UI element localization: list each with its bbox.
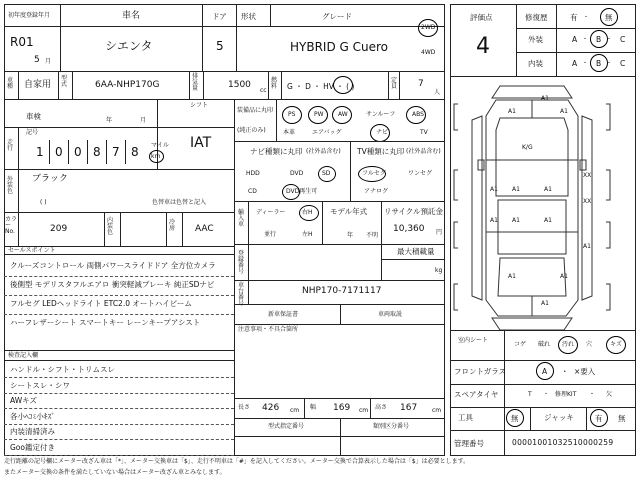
inspection-year-unit: 年 (106, 117, 113, 124)
length-label: 長さ (238, 404, 251, 411)
footer-note-line-2: またメーター交換の条件を満たしていない場合はメーター改ざん車とみなします。 (4, 469, 226, 476)
car-name-label: 車名 (122, 11, 141, 21)
max-load-unit: kg (435, 267, 443, 274)
exterior-grade-label: 外装 (528, 35, 543, 44)
grade-value: HYBRID G Cuero (290, 40, 389, 54)
repair-history-yes: 有 (570, 13, 578, 22)
recycle-deposit-value: 10,360 (393, 224, 425, 234)
windshield-label: フロントガラス (454, 367, 507, 376)
capacity-unit: 人 (434, 89, 441, 96)
equipment-option: TV (420, 129, 428, 136)
registration-date-label: 初年度登録年月 (8, 12, 51, 19)
door-label: ドア (212, 12, 227, 21)
damage-mark: A1 (508, 273, 516, 280)
inspector-note-line: 各小ﾍｺﾐ小ｷｽﾞ (10, 411, 55, 421)
mileage-digit: 1 (36, 145, 44, 159)
jack-present-value: 有 (595, 414, 603, 423)
mileage-unit-km: km (151, 153, 161, 160)
model-year-unit: 年 (347, 232, 354, 239)
damage-mark: A1 (544, 186, 552, 193)
chassis-number-value: NHP170-7171117 (302, 286, 382, 296)
damage-mark: A1 (512, 217, 520, 224)
tv-type-label: TV種類に丸印 (357, 147, 405, 156)
equipment-option: AW (338, 111, 348, 118)
capacity-value: 7 (418, 79, 424, 89)
navi-type-sub-label: (社外品含む) (306, 148, 341, 155)
spare-tire-label: スペアタイヤ (454, 390, 499, 399)
interior-grade-option: C (620, 59, 626, 68)
shift-label: シフト (190, 102, 209, 109)
ac-label: 冷房 (169, 219, 176, 232)
usage-type-value: 自家用 (24, 80, 52, 90)
mileage-unit-mile: マイル (151, 142, 169, 149)
interior-seat-label: 室内シート (458, 337, 489, 344)
displacement-value: 1500 (228, 80, 251, 90)
car-name-value: シエンタ (105, 39, 153, 53)
registration-number-label: 登録番号 (238, 250, 245, 275)
recycle-deposit-unit: 円 (436, 229, 443, 236)
tv-option: ワンセグ (408, 170, 433, 177)
width-label: 幅 (310, 404, 317, 411)
length-value: 426 (262, 403, 280, 413)
height-unit: cm (432, 407, 442, 414)
grade-label: グレード (322, 12, 352, 21)
damage-mark: XX (583, 172, 592, 179)
class-number-label: 類別区分番号 (373, 423, 410, 430)
notes-label: 注意事項・不具合箇所 (238, 326, 299, 333)
exterior-grade-option: C (620, 35, 626, 44)
jack-none-value: 無 (618, 414, 626, 423)
damage-mark: A1 (583, 243, 591, 250)
type-designation-label: 型式指定番号 (268, 423, 305, 430)
vehicle-manual-label: 車両取説 (378, 311, 403, 318)
exterior-grade-option: B (596, 35, 602, 44)
mileage-label: 走行 (7, 139, 14, 152)
right-hand-drive-option: 右H (302, 209, 313, 216)
import-car-label: 輸入車 (238, 209, 245, 228)
shift-value: IAT (190, 135, 212, 151)
damage-mark: A1 (508, 108, 516, 115)
interior-grade-option: A (572, 59, 578, 68)
fuel-options: G ・ D ・ HV ・ ( ) (287, 82, 355, 91)
model-year-unknown: 不明 (366, 232, 379, 239)
inspector-note-line: 内装清掃済み (10, 427, 55, 436)
width-unit: cm (359, 407, 369, 414)
damage-mark: A1 (512, 186, 520, 193)
drive-4wd-option: 4WD (421, 49, 436, 56)
damage-mark: XX (583, 198, 592, 205)
color-number-label: カラーNo. (5, 216, 18, 235)
windshield-a-option: A (542, 367, 548, 376)
windshield-replace-option: ×要入 (574, 367, 596, 376)
seat-option: 汚れ (562, 341, 575, 348)
navi-option: SD (322, 170, 331, 177)
mileage-digit: 7 (112, 145, 120, 159)
new-car-warranty-label: 新車保証書 (268, 311, 299, 318)
max-load-label: 最大積載量 (397, 247, 435, 256)
equipment-sub-label: (純正のみ) (237, 127, 266, 134)
equipment-option: エアバッグ (312, 129, 342, 136)
management-number-label: 管理番号 (454, 439, 484, 448)
inspector-notes-label: 検査記入欄 (8, 352, 39, 359)
exterior-grade-option: A (572, 35, 578, 44)
interior-grade-option: B (596, 59, 602, 68)
repair-history-label: 修復歴 (525, 13, 548, 22)
inspection-label: 車検 (26, 112, 41, 121)
damage-mark: A1 (541, 95, 549, 102)
chassis-number-label: 車台番号 (238, 282, 245, 307)
navi-option: DVD再生可 (286, 188, 318, 195)
length-unit: cm (290, 407, 300, 414)
seat-option: コゲ (514, 341, 527, 348)
interior-grade-separator: ・ (582, 60, 589, 67)
management-number-value: 00001001032510000259 (512, 438, 614, 447)
tv-option: アナログ (364, 188, 389, 195)
body-shape-label: 形状 (241, 12, 256, 21)
navi-option: HDD (246, 170, 260, 177)
model-code-label: 型式 (61, 75, 68, 88)
score-value: 4 (476, 34, 490, 59)
tools-label: 工具 (458, 413, 473, 422)
width-value: 169 (333, 403, 351, 413)
spare-tire-option: T (528, 391, 532, 398)
displacement-unit: cc (260, 87, 267, 94)
inspector-note-line: ハンドル・シフト・トリムスレ (10, 365, 115, 374)
equipment-option: ABS (412, 111, 424, 118)
damage-mark: A1 (544, 217, 552, 224)
inspection-month-unit: 月 (140, 117, 147, 124)
color-change-note: 色替車は色替と記入 (152, 199, 207, 206)
spare-tire-option: ・ (589, 391, 596, 398)
interior-grade-separator: ・ (606, 60, 613, 67)
damage-mark: A1 (490, 217, 498, 224)
model-year-label: モデル年式 (330, 207, 368, 216)
sales-point-line: クルーズコントロール 両側パワースライドドア 全方位カメラ (10, 261, 216, 270)
mileage-digit: 8 (93, 145, 101, 159)
exterior-color-paren: ( ) (40, 199, 47, 206)
equipment-option: PW (314, 111, 324, 118)
damage-mark: A1 (490, 186, 498, 193)
registration-month: 5 (34, 55, 40, 65)
equipment-option: PS (288, 111, 296, 118)
inspector-note-line: Goo鑑定付き (10, 442, 55, 452)
seat-option: キズ (610, 341, 622, 348)
seat-option: 穴 (586, 341, 593, 348)
model-code-value: 6AA-NHP170G (95, 80, 160, 90)
recycle-deposit-label: リサイクル預託金 (384, 207, 443, 216)
color-number-value: 209 (50, 224, 68, 234)
height-label: 高さ (375, 404, 388, 411)
tv-type-sub-label: (社外品含む) (406, 148, 441, 155)
interior-grade-label: 内装 (528, 59, 543, 68)
spare-tire-option: 欠 (606, 391, 613, 398)
registration-month-unit: 月 (45, 58, 52, 65)
mileage-digit: 0 (74, 145, 82, 159)
spare-tire-option: 修理KIT (555, 391, 577, 398)
sales-point-line: 後側型 モデリスタフルエアロ 衝突軽減ブレーキ 純正SDナビ (10, 280, 215, 289)
inspector-note-line: シートスレ・シワ (10, 380, 70, 390)
sales-points-label: セールスポイント (8, 247, 56, 254)
tv-option: フルセグ (362, 170, 386, 177)
navi-option: CD (248, 188, 257, 195)
sales-point-line: フルセグ LEDヘッドライト ETC2.0 オートハイビーム (10, 299, 192, 308)
equipment-label: 装備品に丸印 (237, 107, 274, 114)
fuel-label: 燃料 (271, 77, 278, 90)
exterior-color-label: 外装色 (7, 176, 14, 195)
height-value: 167 (400, 403, 418, 413)
displacement-label: 排気量 (192, 73, 199, 92)
ac-value: AAC (195, 224, 214, 234)
inspector-note-line: AWキズ (10, 396, 37, 405)
interior-color-label: 内装色 (107, 217, 114, 236)
equipment-option: ナビ (376, 129, 389, 136)
tools-none-value: 無 (511, 414, 519, 423)
sales-point-line: ハーフレザーシート スマートキー レーンキープアシスト (10, 318, 201, 327)
score-label: 評価点 (470, 13, 493, 22)
navi-type-label: ナビ種類に丸印 (250, 147, 303, 156)
seat-option: 破れ (538, 341, 551, 348)
damage-mark: K/G (522, 144, 533, 151)
jack-label: ジャッキ (544, 413, 574, 422)
mileage-note-label: 記号 (26, 129, 39, 136)
import-dealer-option: ディーラー (256, 209, 286, 216)
spare-tire-option: ・ (543, 391, 550, 398)
damage-mark: A1 (560, 108, 568, 115)
repair-history-none: 無 (605, 13, 613, 22)
equipment-option: 本革 (283, 129, 296, 136)
import-parallel-option: 並行 (264, 231, 277, 238)
navi-option: DVD (290, 170, 304, 177)
mileage-digit: 0 (55, 145, 63, 159)
drive-2wd-option: 2WD (421, 24, 436, 31)
exterior-color-value: ブラック (32, 174, 68, 184)
footer-note-line-1: 走行距離の記号欄にメーター改ざん車は「*」、メーター交換車は「$」、走行不明車は「#」を記入してください。メーター交換で合算表示した場合は「$」は必要とします。 (4, 458, 470, 465)
usage-type-label: 車種 (7, 77, 14, 90)
mileage-digit: 8 (131, 145, 139, 159)
equipment-option: サンルーフ (366, 111, 396, 118)
damage-mark: A1 (560, 273, 568, 280)
door-count-value: 5 (216, 39, 224, 53)
left-hand-drive-option: 左H (302, 231, 313, 238)
damage-mark: A1 (541, 300, 549, 307)
exterior-grade-separator: ・ (606, 36, 613, 43)
exterior-grade-separator: ・ (582, 36, 589, 43)
capacity-label: 定員 (391, 77, 398, 90)
registration-era-year: R01 (10, 35, 34, 49)
